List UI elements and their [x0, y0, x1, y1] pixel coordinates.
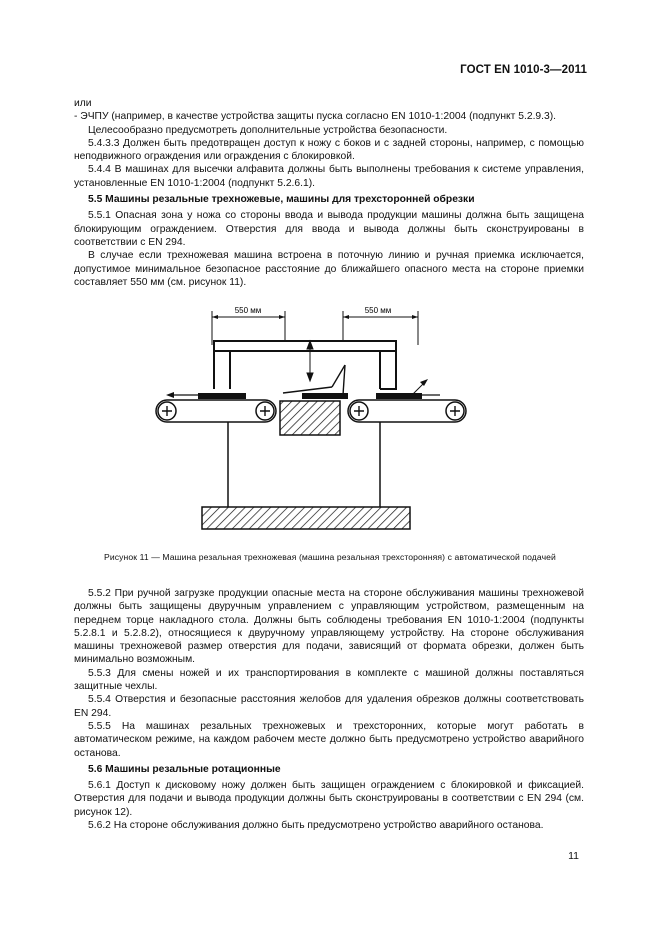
- guard-frame: [214, 341, 396, 389]
- flow-arrow-right: [412, 379, 440, 395]
- paragraph: 5.4.4 В машинах для высечки алфавита должны быть выполнены требования к системе управления, установленные EN 1010-1:2004 (подпункт 5.2.6.1).: [74, 164, 584, 189]
- paragraph: 5.5.3 Для смены ножей и их транспортирования в комплекте с машиной должны поставляться защитные чехлы.: [74, 667, 584, 693]
- paragraph: 5.6.1 Доступ к дисковому ножу должен быть защищен ограждением с блокировкой и фиксацией. Отверстия для подачи и вывода продукции должны быть сконструированы в соответствии с EN 294 (см. рисунок 12).: [74, 780, 584, 818]
- figure-11-diagram: [150, 305, 480, 545]
- product-stack-right: [376, 393, 422, 399]
- section-heading: 5.5 Машины резальные трехножевые, машины для трехсторонней обрезки: [88, 194, 475, 206]
- dimension-right: [343, 306, 418, 345]
- paragraph: 5.5.1 Опасная зона у ножа со стороны ввода и вывода продукции машины должна быть защищена блокирующим ограждением. Отверстия для ввода и вывода должны быть сконструированы в соответствии с EN 294.: [74, 210, 584, 248]
- text-block-bottom: [74, 587, 584, 832]
- dimension-label-left: 550 мм: [234, 306, 262, 315]
- paragraph: или: [74, 98, 92, 109]
- text-block-top: [74, 97, 584, 289]
- dimension-left: [212, 306, 285, 345]
- dimension-label-right: 550 мм: [364, 306, 392, 315]
- page-header: ГОСТ EN 1010-3—2011: [460, 64, 587, 76]
- conveyor-right: [348, 400, 466, 422]
- product-stack-center: [302, 393, 348, 399]
- paragraph: Целесообразно предусмотреть дополнительные устройства безопасности.: [88, 124, 448, 136]
- paragraph: В случае если трехножевая машина встроена в поточную линию и ручная приемка исключается, допустимое минимальное безопасное расстояние до ближайшего опасного места на стороне приемки составляет 550 мм (см. рисунок 11).: [74, 250, 584, 288]
- conveyor-left: [156, 400, 276, 422]
- machine-base: [202, 507, 410, 529]
- figure-caption: Рисунок 11 — Машина резальная трехножевая (машина резальная трехсторонняя) с автоматической подачей: [104, 552, 556, 562]
- paragraph: 5.4.3.3 Должен быть предотвращен доступ к ножу с боков и с задней стороны, например, с помощью неподвижного ограждения или ограждения с блокировкой.: [74, 137, 584, 163]
- paragraph: 5.5.4 Отверстия и безопасные расстояния желобов для удаления обрезков должны соответствовать EN 294.: [74, 694, 584, 719]
- paragraph: 5.5.5 На машинах резальных трехножевых и трехсторонних, которые могут работать в автоматическом режиме, на каждом рабочем месте должно быть предусмотрено устройство аварийного останова.: [74, 720, 584, 759]
- product-stack-left: [198, 393, 246, 399]
- paragraph: - ЭЧПУ (например, в качестве устройства защиты пуска согласно EN 1010-1:2004 (подпункт 5.2.9.3).: [74, 111, 557, 123]
- flow-arrow-left: [166, 392, 200, 398]
- paragraph: 5.5.2 При ручной загрузке продукции опасные места на стороне обслуживания машины трехножевой должны быть защищены двуручным управлением с управляющим устройством, размещенным на переднем торце накладного стола. Должны быть соблюдены требования EN 1010-1:2004 (подпункты 5.2.8.1 и 5.2.8.2), относящиеся к двуручному управляющему устройству. На стороне обслуживания машины трехножевой размер отверстия для подачи, зависящий от формата обрезки, должен быть минимально возможным.: [74, 588, 584, 666]
- page-number: 11: [568, 850, 579, 862]
- section-heading: 5.6 Машины резальные ротационные: [88, 763, 281, 775]
- cutting-table: [280, 401, 340, 435]
- paragraph: 5.6.2 На стороне обслуживания должно быть предусмотрено устройство аварийного останова.: [88, 820, 544, 832]
